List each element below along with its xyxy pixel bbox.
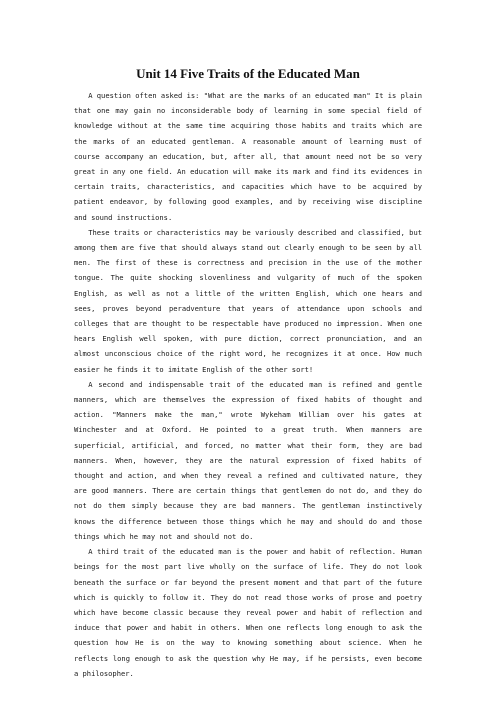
paragraph: A second and indispensable trait of the educated man is refined and gentle manners, which are themselves the expression of fixed habits of thought and action. "Manners make the man," wrote Wykeham William over his gates at Winchester and at Oxford. He pointed to a great truth. When manners are superficial, artificial, and forced, no matter what their form, they are bad manners. When, however, they are the natural expression of fixed habits of thought and action, and when they reveal a refined and cultivated nature, they are good manners. There are certain things that gentlemen do not do, and they do not do them simply because they are bad manners. The gentleman instinctively knows the difference between those things which he may and should do and those things which he may not and should not do. <box>74 379 422 541</box>
page-title: Unit 14 Five Traits of the Educated Man <box>136 66 360 81</box>
paragraph: These traits or characteristics may be variously described and classified, but among them are five that should always stand out clearly enough to be seen by all men. The first of these is correctness and precision in the use of the mother tongue. The quite shocking slovenliness and vulgarity of much of the spoken English, as well as not a little of the written English, which one hears and sees, proves beyond peradventure that years of attendance upon schools and colleges that are thought to be respectable have produced no impression. When one hears English well spoken, with pure diction, correct pronunciation, and an almost unconscious choice of the right word, he recognizes it at once. How much easier he finds it to imitate English of the other sort! <box>74 227 422 374</box>
paragraph: A third trait of the educated man is the power and habit of reflection. Human beings for the most part live wholly on the surface of life. They do not look beneath the surface or far beyond the present moment and that part of the future which is quickly to follow it. They do not read those works of prose and poetry which have become classic because they reveal power and habit of reflection and induce that power and habit in others. When one reflects long enough to ask the question how He is on the way to knowing something about science. When he reflects long enough to ask the question why He may, if he persists, even become a philosopher. <box>74 547 422 678</box>
article-body <box>74 88 422 681</box>
paragraph: A question often asked is: "What are the marks of an educated man" It is plain that one may gain no inconsiderable body of learning in some special field of knowledge without at the same time acquiring those habits and traits which are the marks of an educated gentleman. A reasonable amount of learning must of course accompany an education, but, after all, that amount need not be so very great in any one field. An education will make its mark and find its evidences in certain traits, characteristics, and capacities which have to be acquired by patient endeavor, by following good examples, and by receiving wise discipline and sound instructions. <box>74 91 422 222</box>
